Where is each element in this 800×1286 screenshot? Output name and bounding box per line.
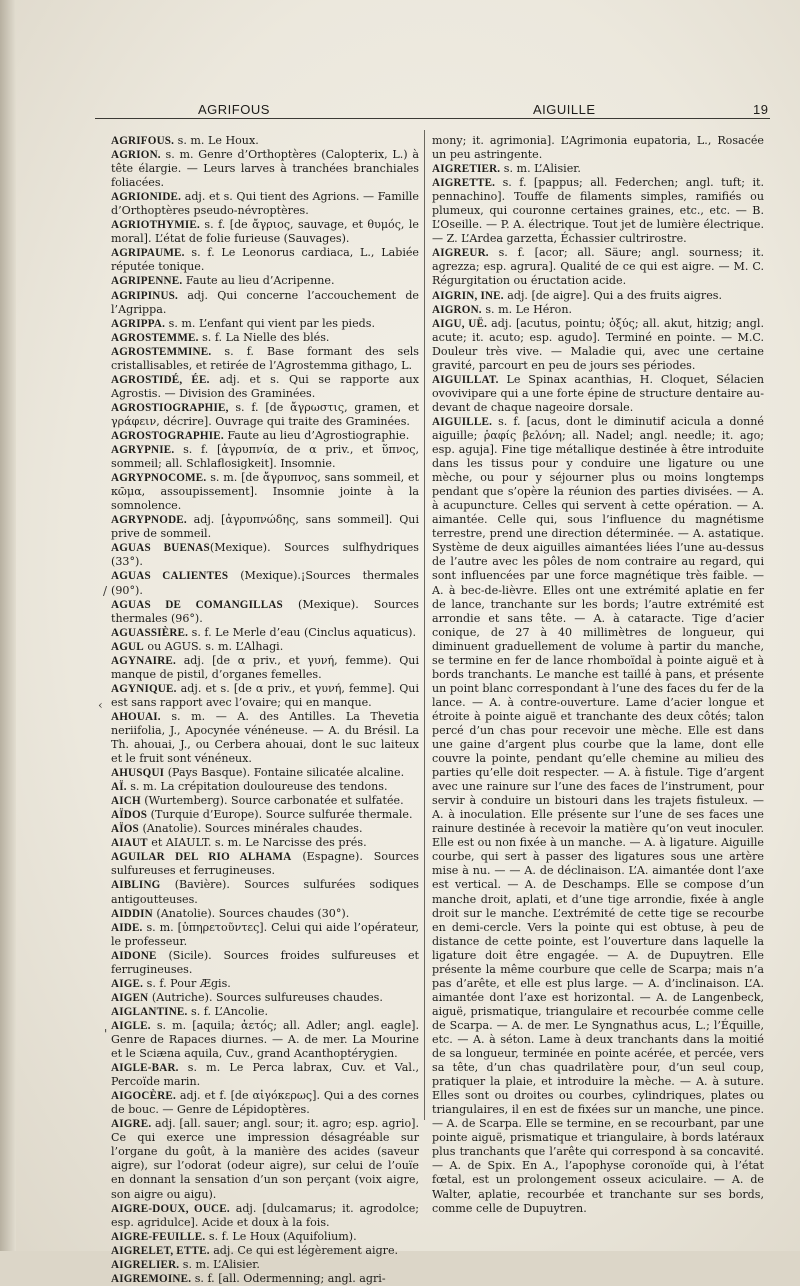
entry-definition: ou AGUS. s. m. L’Alhagi. (143, 639, 284, 653)
entry-headword: AIGLE-BAR. (111, 1062, 179, 1075)
entry-definition: s. f. [all. Odermenning; angl. agri- (191, 1271, 386, 1285)
entry-definition: s. m. — A. des Antilles. La Thevetia neriifolia, J., Apocynée vénéneuse. — A. du Brésil. La Th. ahouai, J., ou Cerbera ahouai, dont le suc laiteux et le fruit sont vénéneux. (111, 709, 419, 766)
entry-definition: (Espagne). Sources sulfureuses et ferrugineuses. (111, 850, 419, 878)
entry-definition: s. m. [ὑπηρετοῦντες]. Celui qui aide l’opérateur, le professeur. (111, 920, 419, 948)
dictionary-entry (111, 429, 419, 443)
entry-definition: (Pays Basque). Fontaine silicatée alcaline. (164, 766, 405, 780)
dictionary-entry (432, 162, 764, 176)
entry-headword: AIDONE (111, 949, 157, 962)
entry-definition: s. m. Le Héron. (481, 302, 572, 316)
entry-headword: AGROSTIOGRAPHIE, (111, 401, 229, 414)
right-column (432, 134, 764, 1216)
entry-headword: AÏOS (111, 823, 139, 836)
entry-definition: s. f. [de ἄγρωστις, gramen, et γράφειν, décrire]. Ouvrage qui traite des Graminées. (111, 400, 419, 428)
entry-headword: AIGUILLAT. (432, 373, 499, 386)
entry-headword: AGYNIQUE. (111, 682, 177, 695)
dictionary-entry (111, 443, 419, 471)
column-divider (424, 130, 425, 1120)
entry-headword: AGRIFOUS. (111, 135, 175, 147)
entry-headword: AGRIPINUS. (111, 289, 179, 302)
entry-definition: adj. [ἀγρυπνώδης, sans sommeil]. Qui prive de sommeil. (111, 513, 419, 541)
entry-headword: AGROSTIDÉ, ÉE. (111, 373, 210, 386)
entry-definition: s. f. Base formant des sels cristallisables, et retirée de l’Agrostemma githago, L. (111, 344, 419, 372)
dictionary-entry (111, 1089, 419, 1117)
dictionary-entry (111, 1244, 419, 1258)
dictionary-entry (111, 710, 419, 766)
dictionary-entry (111, 836, 419, 850)
dictionary-entry (432, 246, 764, 288)
entry-definition: s. f. L’Ancolie. (187, 1004, 268, 1018)
entry-definition: (Turquie d’Europe). Source sulfurée thermale. (147, 808, 413, 822)
entry-headword: AHOUAI. (111, 710, 161, 723)
entry-definition: adj. [acutus, pointu; ὀξύς; all. akut, hitzig; angl. acute; it. acuto; esp. agudo]. Terminé en pointe. — M.C. Douleur très vive. — Maladie qui, avec une certaine gravité, parcourt en peu de jours ses périodes. (432, 316, 764, 372)
margin-mark: ‹ (98, 698, 103, 712)
dictionary-entry (111, 134, 419, 148)
dictionary-entry (111, 471, 419, 513)
dictionary-entry (111, 1272, 419, 1286)
entry-headword: AGUILAR DEL RIO ALHAMA (111, 851, 292, 864)
entry-definition: s. f. [pappus; all. Federchen; angl. tuft; it. pennachino]. Touffe de filaments simples, ramifiés ou plumeux, qui couronne certaines graines, etc., etc. — B. L’Oseille. — P. A. électrique. Tout jet de lumière électrique. — Z. L’Ardea garzetta, Échassier cultrirostre. (432, 176, 764, 246)
entry-headword: AGUAS DE COMANGILLAS (111, 598, 283, 611)
dictionary-entry (111, 1019, 419, 1061)
entry-definition: s. m. Le Perca labrax, Cuv. et Val., Percoïde marin. (111, 1061, 419, 1089)
entry-definition: s. m. L’enfant qui vient par les pieds. (165, 316, 375, 330)
entry-definition: s. f. [acor; all. Säure; angl. sourness; it. agrezza; esp. agrura]. Qualité de ce qui est aigre. — M. C. Régurgitation ou éructation acide. (432, 246, 764, 288)
entry-headword: AGYNAIRE. (111, 654, 176, 667)
dictionary-entry (432, 134, 764, 162)
dictionary-entry (432, 317, 764, 373)
dictionary-entry (111, 1258, 419, 1272)
entry-headword: AÏ. (111, 781, 127, 794)
entry-headword: AIGREUR. (432, 247, 489, 260)
entry-headword: AGRION. (111, 149, 161, 162)
margin-mark: ' (104, 1027, 108, 1041)
dictionary-entry (111, 640, 419, 654)
header-rule (95, 118, 770, 119)
entry-definition: et AIAULT. s. m. Le Narcisse des prés. (147, 836, 367, 850)
entry-headword: AIGRE-FEUILLE. (111, 1230, 206, 1243)
entry-headword: AGUASSIÈRE. (111, 626, 189, 639)
entry-definition: adj. et f. [de αἰγόκερως]. Qui a des cornes de bouc. — Genre de Lépidoptères. (111, 1089, 419, 1117)
dictionary-entry (111, 569, 419, 597)
entry-definition: s. f. [de ἄγριος, sauvage, et θυμός, le moral]. L’état de folie furieuse (Sauvages). (111, 218, 419, 246)
entry-headword: AIGEN (111, 991, 149, 1004)
entry-headword: AIGRE-DOUX, OUCE. (111, 1202, 230, 1215)
dictionary-entry (111, 246, 419, 274)
dictionary-entry (432, 289, 764, 303)
dictionary-entry (111, 373, 419, 401)
dictionary-entry (111, 1117, 419, 1201)
entry-definition: s. m. Genre d’Orthoptères (Calopterix, L.) à tête élargie. — Leurs larves à tranchées branchiales foliacées. (111, 148, 419, 190)
header-left-word: AGRIFOUS (198, 102, 270, 117)
entry-headword: AICH (111, 795, 141, 808)
entry-headword: AGRIPENNE. (111, 275, 183, 288)
entry-headword: AIGUILLE. (432, 415, 493, 428)
entry-definition: adj. [de aigre]. Qui a des fruits aigres. (503, 288, 722, 302)
entry-headword: AGROSTOGRAPHIE. (111, 429, 224, 442)
dictionary-entry (111, 148, 419, 190)
entry-definition: s. m. Le Houx. (174, 134, 259, 147)
dictionary-entry (111, 1061, 419, 1089)
entry-headword: AIGLE. (111, 1019, 151, 1032)
entry-definition: Le Spinax acanthias, H. Cloquet, Sélacien ovovivipare qui a une forte épine de structure dentaire au-devant de chaque nageoire dorsale. (432, 372, 764, 414)
entry-definition: s. f. Le Merle d’eau (Cinclus aquaticus). (188, 625, 416, 639)
entry-headword: AIGRETTE. (432, 177, 496, 190)
entry-definition: s. f. [acus, dont le diminutif acicula a donné aiguille; ῥαφίς βελόνη; all. Nadel; angl. needle; it. ago; esp. aguja]. Fine tige métallique destinée à être introduite dans les tissus pour y conduire une ligature ou une mèche, ou pour y séjourner plus ou moins longtemps pendant que s’opère la réunion des parties divisées. — A. à acupuncture. Celles qui servent à cette opération. — A. aimantée. Celle qui, sous l’influence du magnétisme terrestre, prend une direction déterminée. — A. astatique. Système de deux aiguilles aimantées liées l’une au-dessus de l’autre avec les pôles de nom contraire au regard, qui sont influencées par une force magnétique très faible. — A. à bec-de-lièvre. Elles ont une extrémité aplatie en fer de lance, tranchante sur les bords; l’autre extrémité est arrondie et sans tête. — A. à cataracte. Tige d’acier conique, de 27 à 40 millimètres de longueur, qui diminuent graduellement de volume à partir du manche, se termine en fer de lance rhomboïdal à pointe aiguë et à bords tranchants. Le manche est taillé à pans, et présente un point blanc correspondant à l’une des faces du fer de la lance. — A. à contre-ouverture. Lame d’acier longue et étroite à pointe aiguë et tranchante des deux côtés; talon percé d’un chas pour recevoir une mèche. Elle est dans une gaine d’argent plus courbe que la lame, dont elle couvre la pointe, pendant qu’elle chemine au milieu des parties qu’elle doit respecter. — A. à fistule. Tige d’argent avec une rainure sur l’une des faces de l’instrument, pour servir à conduire un bistouri dans les trajets fistuleux. — A. à inoculation. Elle présente sur l’une de ses faces une rainure destinée à recevoir la matière qu’on veut inoculer. Elle est ou non fixée à un manche. — A. à ligature. Aiguille courbe, qui sert à passer des ligatures sous une artère mise à nu. — — A. de déclinaison. L’A. aimantée dont l’axe est vertical. — A. de Deschamps. Elle se compose d’un manche droit, aplati, et d’une tige arrondie, fixée à angle droit sur le manche. L’extrémité de cette tige se recourbe en demi-cercle. Vers la pointe qui est obtuse, à peu de distance de cette pointe, est l’ouverture dans laquelle la ligature doit être engagée. — A. de Dupuytren. Elle présente la même courbure que celle de Scarpa; mais n’a pas d’arête, et elle est plus large. — A. d’inclinaison. L’A. aimantée dont l’axe est horizontal. — A. de Langenbeck, aiguë, prismatique, triangulaire et recourbée comme celle de Scarpa. — A. de mer. Le Syngnathus acus, L.; l’Équille, etc. — A. à séton. Lame à deux tranchants dans la moitié de sa longueur, terminée en pointe acérée, et percée, vers sa tête, d’un chas quadrilatère pour, d’un seul coup, pratiquer la plaie, et introduire la mèche. — A. à suture. Elles sont ou droites ou courbes, cylindriques, plates ou triangulaires, il en est de fixées sur un manche, une pince. — A. de Scarpa. Elle se termine, en se recourbant, par une pointe aiguë, prismatique et triangulaire, à bords latéraux plus tranchants que l’arête qui correspond à sa concavité. — A. de Spix. En A., l’apophyse coronoïde qui, à l’état fœtal, est un prolongement osseux aciculaire. — A. de Walter, aplatie, recourbée et tranchante sur ses bords, comme celle de Dupuytren. (432, 414, 764, 1215)
entry-headword: AIDE. (111, 921, 143, 934)
entry-definition: adj. et s. Qui se rapporte aux Agrostis. — Division des Graminées. (111, 372, 420, 400)
entry-headword: AIAUT (111, 837, 148, 850)
page-edge (0, 0, 16, 1251)
dictionary-entry (111, 190, 419, 218)
dictionary-entry (111, 289, 419, 317)
entry-definition: adj. et s. [de α priv., et γυνή, femme]. Qui est sans rapport avec l’ovaire; qui en manque. (111, 681, 419, 709)
entry-definition: adj. Ce qui est légèrement aigre. (209, 1243, 399, 1257)
dictionary-entry (111, 331, 419, 345)
entry-headword: AIDDIN (111, 907, 153, 920)
entry-definition: s. m. L’Alisier. (179, 1257, 260, 1271)
entry-headword: AIGRE. (111, 1118, 152, 1131)
entry-headword: AIGRIN, INE. (432, 289, 504, 302)
header-right-word: AIGUILLE (533, 102, 596, 117)
dictionary-entry (111, 907, 419, 921)
dictionary-entry (111, 513, 419, 541)
dictionary-entry (111, 401, 419, 429)
dictionary-entry (111, 654, 419, 682)
margin-mark: / (103, 584, 108, 598)
dictionary-entry (111, 682, 419, 710)
entry-headword: AIGE. (111, 977, 144, 990)
entry-definition: adj. [de α priv., et γυνή, femme). Qui manque de pistil, d’organes femelles. (111, 653, 419, 681)
page-number: 19 (753, 102, 769, 117)
dictionary-entry (432, 176, 764, 246)
entry-definition: s. f. [ἀγρυπνία, de α priv., et ὕπνος, sommeil; all. Schlaflosigkeit]. Insomnie. (111, 443, 419, 471)
entry-headword: AIGRELET, ETTE. (111, 1244, 210, 1257)
dictionary-entry (111, 345, 419, 373)
entry-headword: AGRIPPA. (111, 317, 166, 330)
entry-definition: s. m. L’Alisier. (500, 162, 581, 176)
dictionary-entry (111, 274, 419, 288)
entry-headword: AGROSTEMMINE. (111, 345, 212, 358)
entry-headword: AIGRETIER. (432, 163, 501, 176)
entry-definition: s. m. La crépitation douloureuse des tendons. (126, 780, 388, 794)
dictionary-entry (111, 317, 419, 331)
entry-definition: adj. et s. Qui tient des Agrions. — Famille d’Orthoptères pseudo-névroptères. (111, 190, 419, 218)
entry-definition: (Sicile). Sources froides sulfureuses et ferrugineuses. (111, 948, 419, 976)
entry-headword: AGRYPNODE. (111, 514, 187, 527)
dictionary-entry (111, 850, 419, 878)
entry-definition: (Mexique). Sources sulfhydriques (33°). (111, 541, 419, 569)
dictionary-entry (111, 949, 419, 977)
dictionary-entry (111, 1202, 419, 1230)
entry-definition: Faute au lieu d’Agrostiographie. (223, 428, 410, 442)
entry-definition: s. m. [aquila; ἀετός; all. Adler; angl. eagle]. Genre de Rapaces diurnes. — A. de mer. La Mourine et le Sciæna aquila, Cuv., grand Acanthoptérygien. (111, 1018, 419, 1061)
entry-headword: AIGRELIER. (111, 1258, 180, 1271)
dictionary-entry (111, 991, 419, 1005)
entry-headword: AGRIOTHYMIE. (111, 219, 200, 232)
dictionary-entry (111, 218, 419, 246)
entry-definition: s. m. [de ἄγρυπνος, sans sommeil, et κῶμα, assoupissement]. Insomnie jointe à la somnolence. (111, 471, 419, 513)
dictionary-entry (111, 878, 419, 906)
entry-definition: (Mexique). Sources thermales (96°). (111, 597, 419, 625)
entry-definition: s. f. Le Houx (Aquifolium). (205, 1229, 357, 1243)
entry-headword: AGRIPAUME. (111, 247, 185, 260)
entry-definition: (Wurtemberg). Source carbonatée et sulfatée. (140, 794, 404, 808)
entry-headword: AGROSTEMME. (111, 331, 199, 344)
entry-definition: (Bavière). Sources sulfurées sodiques antigoutteuses. (111, 878, 419, 906)
entry-headword: AIGLANTINE. (111, 1005, 188, 1018)
entry-definition: adj. [dulcamarus; it. agrodolce; esp. agridulce]. Acide et doux à la fois. (111, 1201, 420, 1229)
dictionary-entry (111, 598, 419, 626)
entry-definition: s. f. La Nielle des blés. (198, 330, 330, 344)
dictionary-entry (111, 1005, 419, 1019)
dictionary-entry (111, 766, 419, 780)
dictionary-entry (432, 415, 764, 1216)
entry-definition: s. f. Pour Ægis. (143, 976, 231, 990)
dictionary-entry (111, 794, 419, 808)
entry-headword: AGUL (111, 640, 144, 653)
entry-definition: adj. [all. sauer; angl. sour; it. agro; esp. agrio]. Ce qui exerce une impression désagréable sur l’organe du goût, à la manière des acides (saveur aigre), sur l’odorat (odeur aigre), sur celui de l’ouïe en donnant la sensation d’un son perçant (voix aigre, son aigre ou aigu). (111, 1117, 419, 1201)
dictionary-entry (111, 626, 419, 640)
dictionary-entry (111, 541, 419, 569)
dictionary-entry (111, 780, 419, 794)
entry-headword: AGRYPNOCOME. (111, 472, 207, 485)
dictionary-entry (111, 1230, 419, 1244)
dictionary-entry (432, 303, 764, 317)
entry-headword: AIGU, UË. (432, 317, 488, 330)
dictionary-entry (432, 373, 764, 415)
entry-headword: AIBLING (111, 879, 161, 892)
entry-headword: AGUAS BUENAS (111, 542, 210, 555)
entry-headword: AIGRON. (432, 303, 482, 316)
entry-definition: adj. Qui concerne l’accouchement de l’Agrippa. (111, 288, 419, 316)
entry-headword: AGRIONIDE. (111, 191, 182, 204)
entry-definition: (Anatolie). Sources minérales chaudes. (138, 822, 363, 836)
entry-definition: (Autriche). Sources sulfureuses chaudes. (148, 990, 383, 1004)
entry-definition: (Mexique).¡Sources thermales (90°). (111, 569, 419, 597)
dictionary-entry (111, 822, 419, 836)
entry-definition: s. f. Le Leonorus cardiaca, L., Labiée réputée tonique. (111, 246, 419, 274)
entry-headword: AÏDOS (111, 809, 148, 822)
entry-definition: Faute au lieu d’Acripenne. (182, 274, 335, 288)
entry-headword: AIGREMOINE. (111, 1272, 192, 1285)
entry-headword: AGRYPNIE. (111, 444, 175, 457)
entry-headword: AHUSQUI (111, 767, 165, 780)
left-column (111, 134, 419, 1286)
entry-headword: AGUAS CALIENTES (111, 570, 229, 583)
dictionary-entry (111, 921, 419, 949)
entry-definition: mony; it. agrimonia]. L’Agrimonia eupatoria, L., Rosacée un peu astringente. (432, 134, 764, 162)
entry-definition: (Anatolie). Sources chaudes (30°). (152, 906, 350, 920)
dictionary-entry (111, 808, 419, 822)
dictionary-entry (111, 977, 419, 991)
entry-headword: AIGOCÈRE. (111, 1090, 176, 1103)
